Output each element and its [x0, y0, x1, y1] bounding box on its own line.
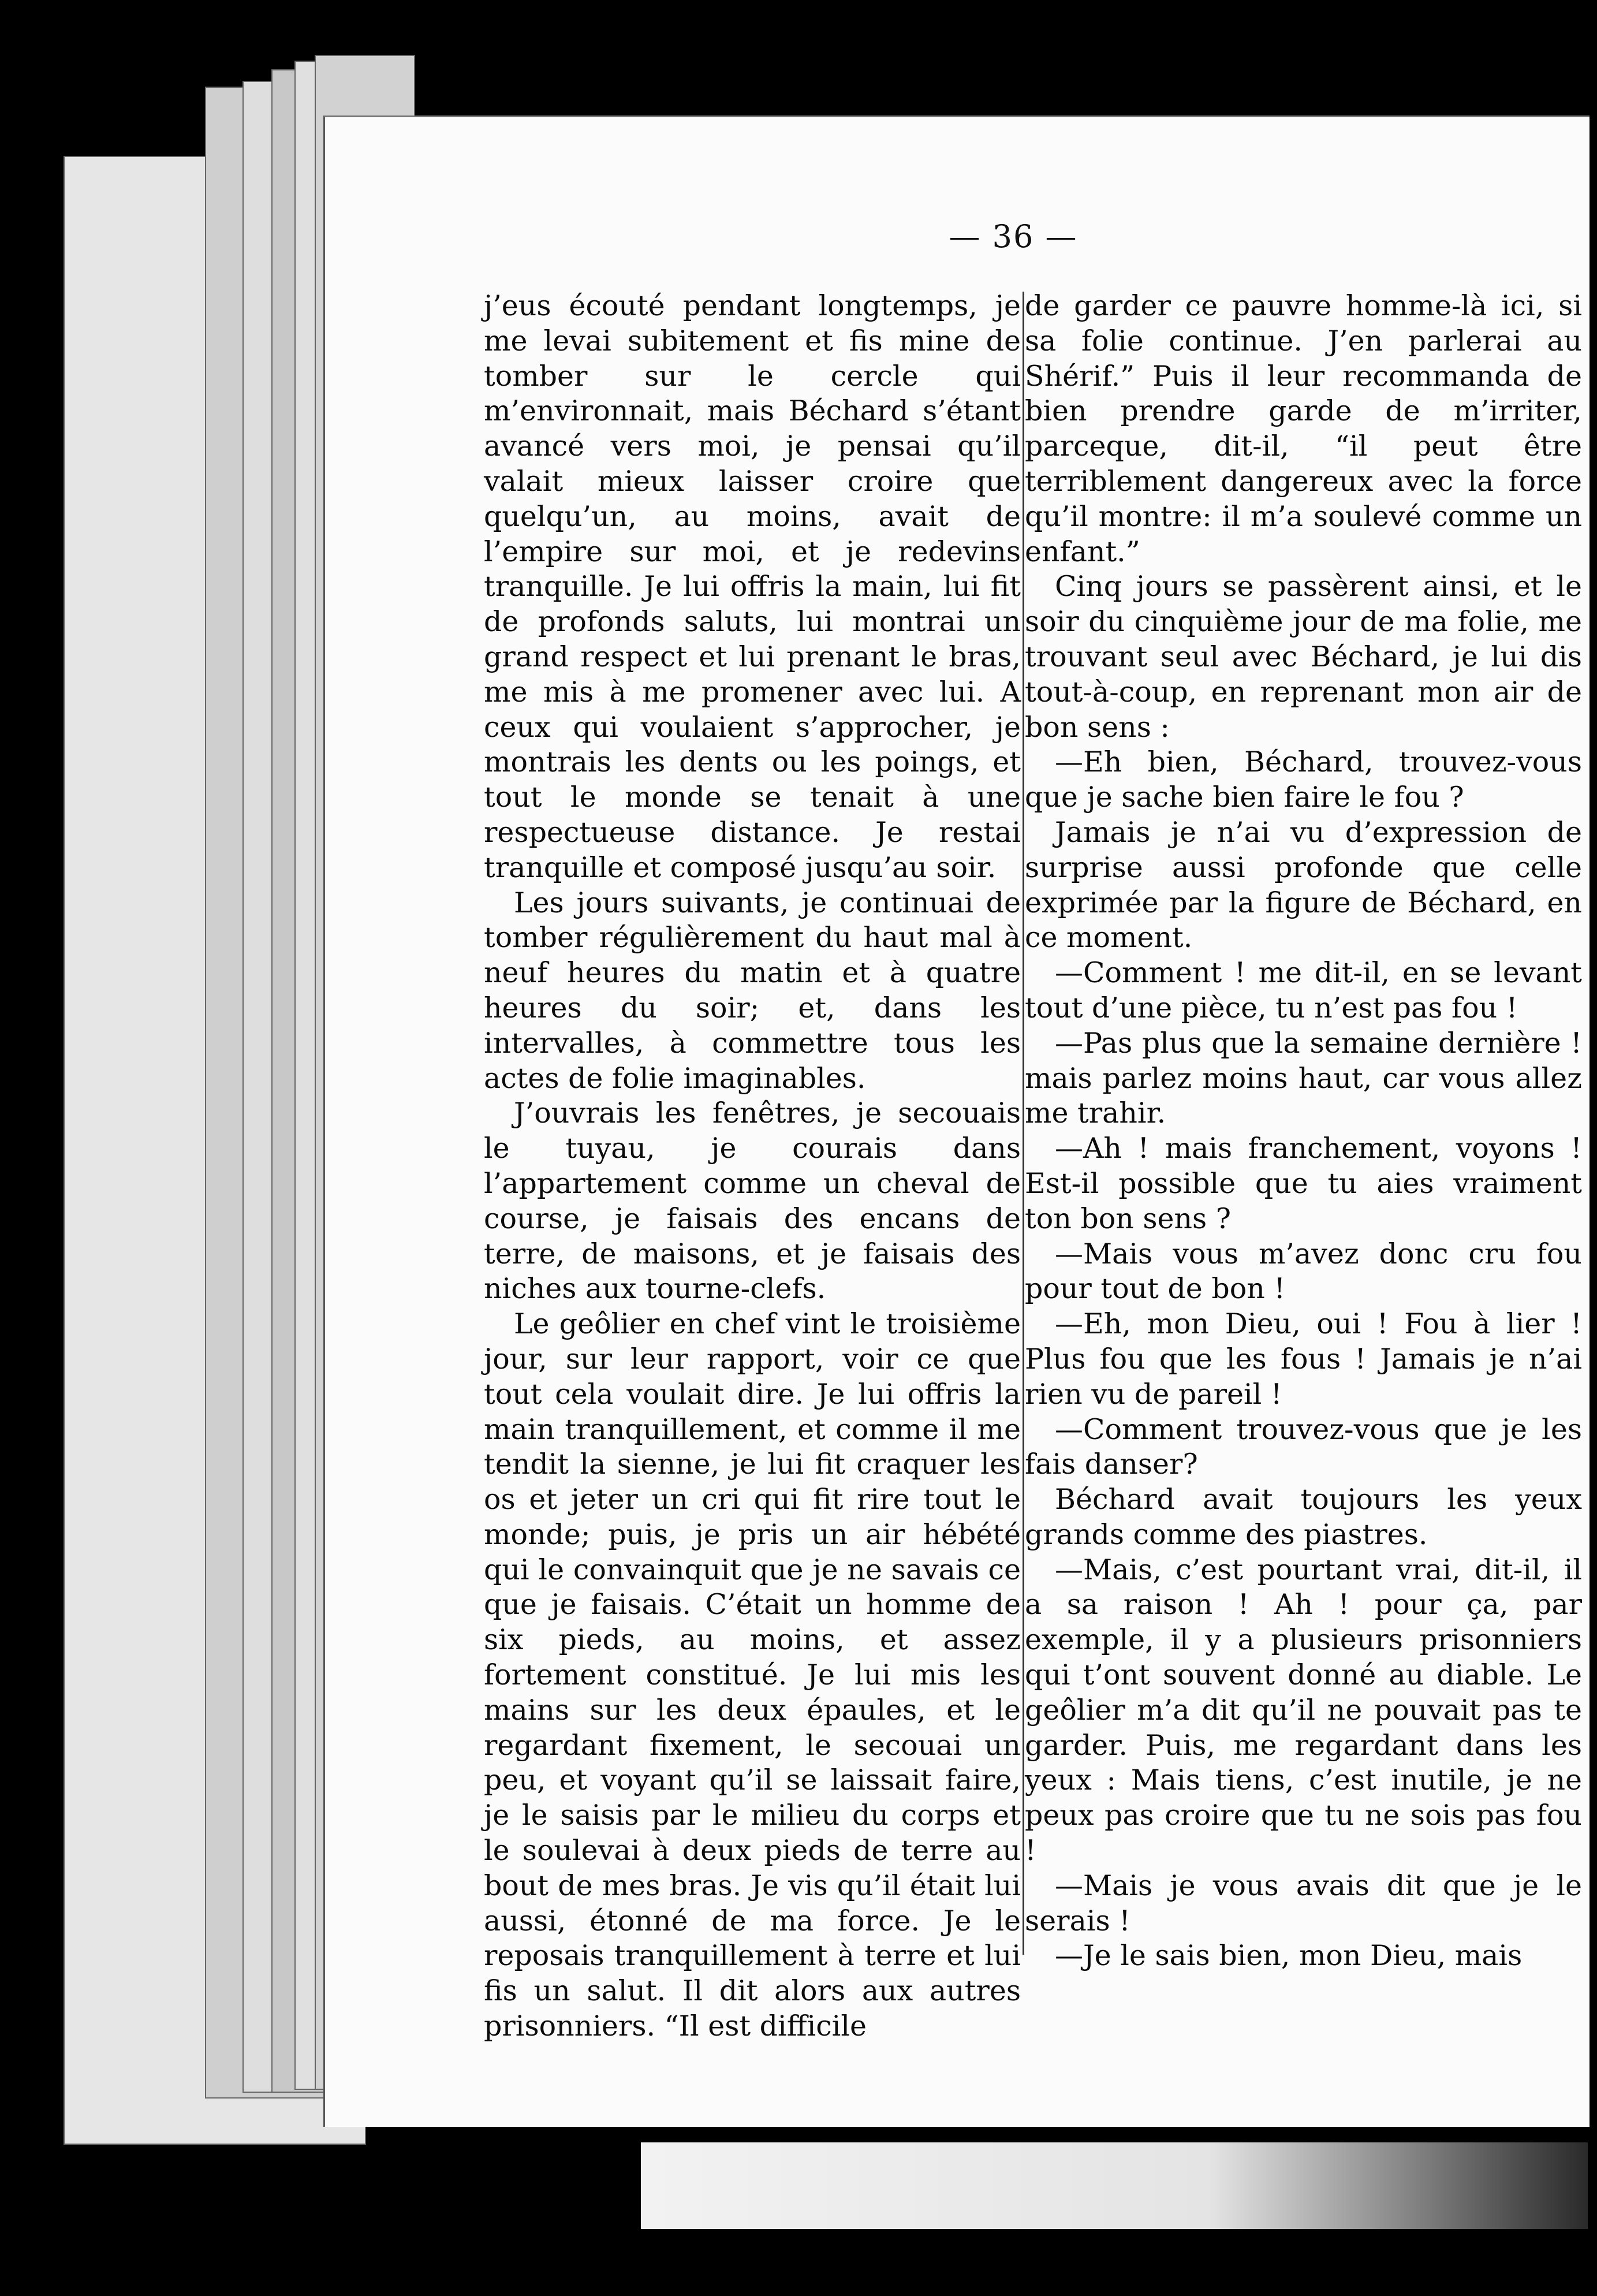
paragraph: Jamais je n’ai vu d’expression de surprise aussi profonde que celle exprimée par la figure de Béchard, en ce moment.: [1025, 815, 1582, 955]
paragraph: —Mais, c’est pourtant vrai, dit-il, il a sa raison ! Ah ! pour ça, par exemple, il y a plusieurs prisonniers qui t’ont souvent donné au diable. Le geôlier m’a dit qu’il ne pouvait pas te garder. Puis, me regardant dans les yeux : Mais tiens, c’est inutile, je ne peux pas croire que tu ne sois pas fou !: [1025, 1553, 1582, 1868]
right-text-column: [1025, 289, 1582, 1974]
paragraph: de garder ce pauvre homme-là ici, si sa folie continue. J’en parlerai au Shérif.” Puis il leur recommanda de bien prendre garde de m’irriter, parceque, dit-il, “il peut être terriblement dangereux avec la force qu’il montre: il m’a soulevé comme un enfant.”: [1025, 289, 1582, 568]
paragraph: j’eus écouté pendant longtemps, je me levai subitement et fis mine de tomber sur le cercle qui m’environnait, mais Béchard s’étant avancé vers moi, je pensai qu’il valait mieux laisser croire que quelqu’un, au moins, avait de l’empire sur moi, et je redevins tranquille. Je lui offris la main, lui fit de profonds saluts, lui montrai un grand respect et lui prenant le bras, me mis à me promener avec lui. A ceux qui voulaient s’approcher, je montrais les dents ou les poings, et tout le monde se tenait à une respectueuse distance. Je restai tranquille et composé jusqu’au soir.: [484, 289, 1021, 884]
page-number: — 36 —: [949, 218, 1078, 255]
paragraph: —Mais vous m’avez donc cru fou pour tout de bon !: [1025, 1237, 1582, 1306]
paragraph: Les jours suivants, je continuai de tomber régulièrement du haut mal à neuf heures du matin et à quatre heures du soir; et, dans les intervalles, à commettre tous les actes de folie imaginables.: [484, 886, 1021, 1095]
paragraph: —Mais je vous avais dit que je le serais !: [1025, 1869, 1582, 1937]
paragraph: —Comment ! me dit-il, en se levant tout d’une pièce, tu n’est pas fou !: [1025, 956, 1582, 1024]
paragraph: —Ah ! mais franchement, voyons ! Est-il possible que tu aies vraiment ton bon sens ?: [1025, 1132, 1582, 1235]
paragraph: —Eh, mon Dieu, oui ! Fou à lier ! Plus fou que les fous ! Jamais je n’ai rien vu de pareil !: [1025, 1307, 1582, 1411]
paragraph: Cinq jours se passèrent ainsi, et le soir du cinquième jour de ma folie, me trouvant seul avec Béchard, je lui dis tout-à-coup, en reprenant mon air de bon sens :: [1025, 570, 1582, 744]
paragraph: —Pas plus que la semaine dernière ! mais parlez moins haut, car vous allez me trahir.: [1025, 1026, 1582, 1130]
paragraph: Béchard avait toujours les yeux grands comme des piastres.: [1025, 1483, 1582, 1551]
paragraph: J’ouvrais les fenêtres, je secouais le tuyau, je courais dans l’appartement comme un cheval de course, je faisais des encans de terre, de maisons, et je faisais des niches aux tourne-clefs.: [484, 1097, 1021, 1306]
paragraph: Le geôlier en chef vint le troisième jour, sur leur rapport, voir ce que tout cela voulait dire. Je lui offris la main tranquillement, et comme il me tendit la sienne, je lui fit craquer les os et jeter un cri qui fit rire tout le monde; puis, je pris un air hébété qui le convainquit que je ne savais ce que je faisais. C’était un homme de six pieds, au moins, et assez fortement constitué. Je lui mis les mains sur les deux épaules, et le regardant fixement, le secouai un peu, et voyant qu’il se laissait faire, je le saisis par le milieu du corps et le soulevai à deux pieds de terre au bout de mes bras. Je vis qu’il était lui aussi, étonné de ma force. Je le reposais tranquillement à terre et lui fis un salut. Il dit alors aux autres prisonniers. “Il est difficile: [484, 1307, 1021, 2043]
column-divider: [1023, 292, 1024, 1955]
scan-margin-strip: [641, 2142, 1588, 2229]
left-text-column: [484, 289, 1021, 2044]
paragraph: —Comment trouvez-vous que je les fais danser?: [1025, 1412, 1582, 1481]
paragraph: —Eh bien, Béchard, trouvez-vous que je sache bien faire le fou ?: [1025, 746, 1582, 814]
paragraph: —Je le sais bien, mon Dieu, mais: [1055, 1939, 1523, 1973]
